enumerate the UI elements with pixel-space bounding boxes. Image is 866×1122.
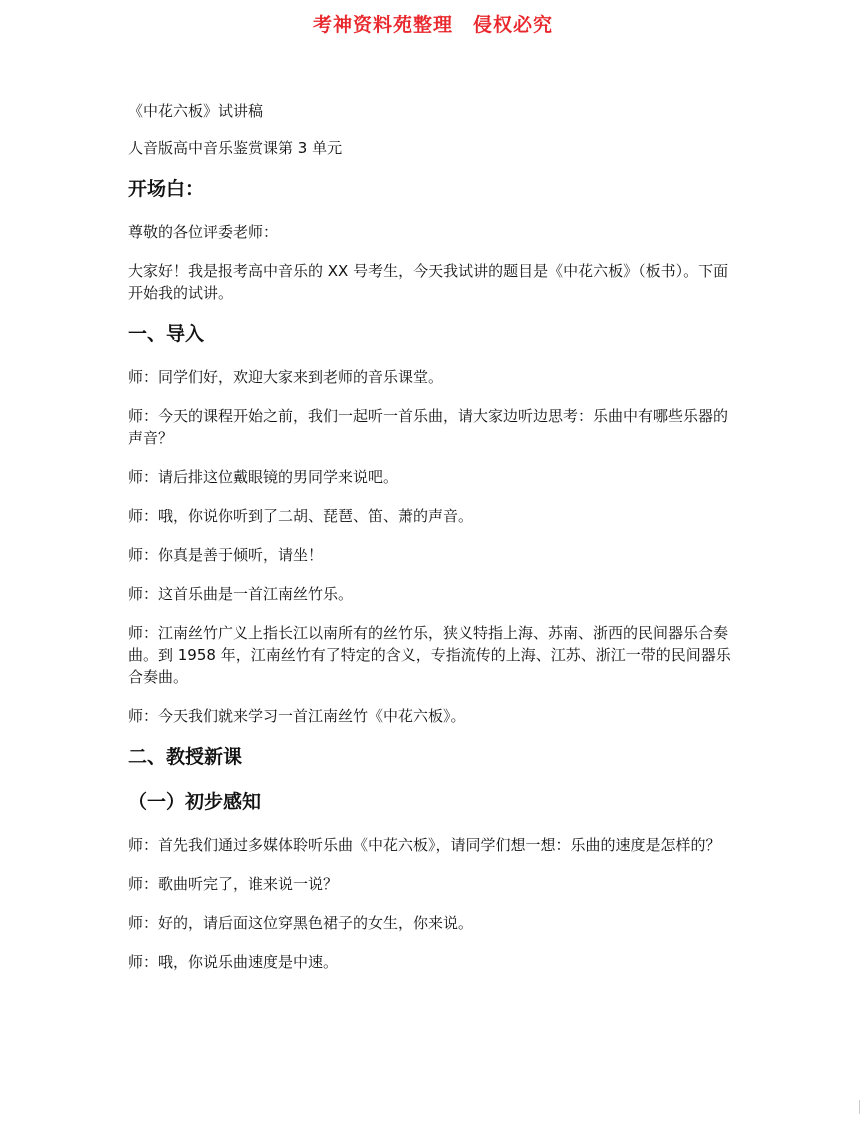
- section-1-line: 师：江南丝竹广义上指长江以南所有的丝竹乐，狭义特指上海、苏南、浙西的民间器乐合奏曲。到 1958 年，江南丝竹有了特定的含义，专指流传的上海、江苏、浙江一带的民间器乐合奏曲。: [128, 624, 731, 686]
- subsection-1-heading: （一）初步感知: [128, 791, 262, 813]
- section-1-line: 师：同学们好，欢迎大家来到老师的音乐课堂。: [128, 368, 444, 386]
- section-1-line: 师：哦，你说你听到了二胡、琵琶、笛、萧的声音。: [128, 507, 474, 525]
- greeting-paragraph: 尊敬的各位评委老师：: [128, 223, 279, 241]
- subsection-1-line: 师：歌曲听完了，谁来说一说？: [128, 875, 339, 893]
- subsection-1-line: 师：哦，你说乐曲速度是中速。: [128, 953, 339, 971]
- section-1-line: 师：今天的课程开始之前，我们一起听一首乐曲，请大家边听边思考：乐曲中有哪些乐器的声音？: [128, 407, 729, 447]
- section-1-heading: 一、导入: [128, 323, 205, 345]
- section-2-heading: 二、教授新课: [128, 746, 243, 768]
- document-title: 《中花六板》试讲稿: [128, 102, 264, 120]
- subsection-1-line: 师：首先我们通过多媒体聆听乐曲《中花六板》，请同学们想一想：乐曲的速度是怎样的？: [128, 836, 721, 854]
- section-1-line: 师：今天我们就来学习一首江南丝竹《中花六板》。: [128, 707, 466, 725]
- document-body: [128, 100, 740, 990]
- intro-paragraph: 大家好！我是报考高中音乐的 XX 号考生，今天我试讲的题目是《中花六板》（板书）。下面开始我的试讲。: [128, 262, 729, 302]
- opening-heading: 开场白：: [128, 178, 205, 200]
- section-1-line: 师：你真是善于倾听，请坐！: [128, 546, 324, 564]
- section-1-line: 师：请后排这位戴眼镜的男同学来说吧。: [128, 468, 399, 486]
- section-1-line: 师：这首乐曲是一首江南丝竹乐。: [128, 585, 354, 603]
- watermark-header: 考神资料苑整理 侵权必究: [312, 14, 553, 36]
- page-edge-mark: [859, 1100, 860, 1114]
- document-subtitle: 人音版高中音乐鉴赏课第 3 单元: [128, 139, 343, 157]
- subsection-1-line: 师：好的，请后面这位穿黑色裙子的女生，你来说。: [128, 914, 474, 932]
